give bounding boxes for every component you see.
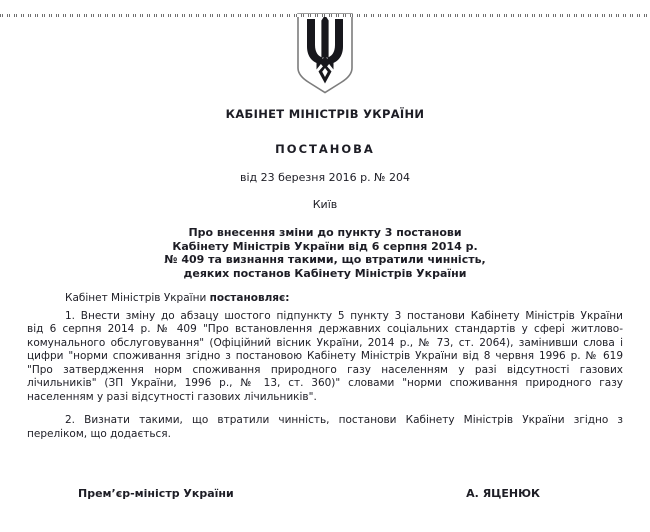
text-line: "Про затвердження норм споживання природного газу населенням у разі відсутності газових (27, 363, 623, 376)
signatory-position: Прем’єр-міністр України (78, 487, 234, 500)
text-line: Про внесення зміни до пункту 3 постанови (188, 226, 462, 239)
text-line: цифри "норми споживання згідно з постановою Кабінету Міністрів України від 8 червня 1996 р. № 619 (27, 350, 623, 362)
document-title (0, 226, 650, 280)
organization-name: КАБІНЕТ МІНІСТРІВ УКРАЇНИ (225, 107, 425, 121)
paragraph-2 (27, 414, 623, 441)
document-page (0, 12, 650, 532)
text-line: переліком, що додається. (27, 427, 171, 440)
text-line: лічильників" (ЗП України, 1996 р., № 13, ст. 360)" словами "норми споживання природного газу (27, 377, 623, 389)
text-line: населенням у разі відсутності газових лічильників". (27, 390, 317, 403)
intro-regular-text: Кабінет Міністрів України (65, 292, 210, 304)
text-line: Кабінету Міністрів України від 6 серпня 2014 р. (172, 239, 478, 253)
page-boundary-dotted-line (0, 14, 650, 17)
text-line: 1. Внести зміну до абзацу шостого підпункту 5 пункту 3 постанови Кабінету Міністрів України (65, 309, 623, 322)
text-line: від 6 серпня 2014 р. № 409 "Про встановлення державних соціальних стандартів у сфері житлово- (27, 323, 623, 335)
ukraine-coat-of-arms-icon (296, 12, 354, 93)
text-line: комунального обслуговування" (Офіційний вісник України, 2014 р., № 73, ст. 2064), замінивши слова і (27, 336, 623, 349)
city-label: Київ (312, 197, 338, 211)
signatory-name: А. ЯЦЕНЮК (466, 487, 540, 500)
trident-shield-icon (296, 12, 354, 94)
date-and-number-line: від 23 березня 2016 р. № 204 (240, 171, 410, 184)
resolution-intro-line (27, 292, 623, 306)
text-line: деяких постанов Кабінету Міністрів України (183, 266, 467, 280)
paragraph-1 (27, 310, 623, 405)
text-line: 2. Визнати такими, що втратили чинність, постанови Кабінету Міністрів України згідно з (65, 414, 623, 426)
text-line: № 409 та визнання такими, що втратили чинність, (164, 253, 486, 266)
intro-bold-text: постановляє: (209, 292, 290, 304)
document-type-heading: ПОСТАНОВА (275, 141, 375, 156)
signature-row (0, 487, 650, 501)
